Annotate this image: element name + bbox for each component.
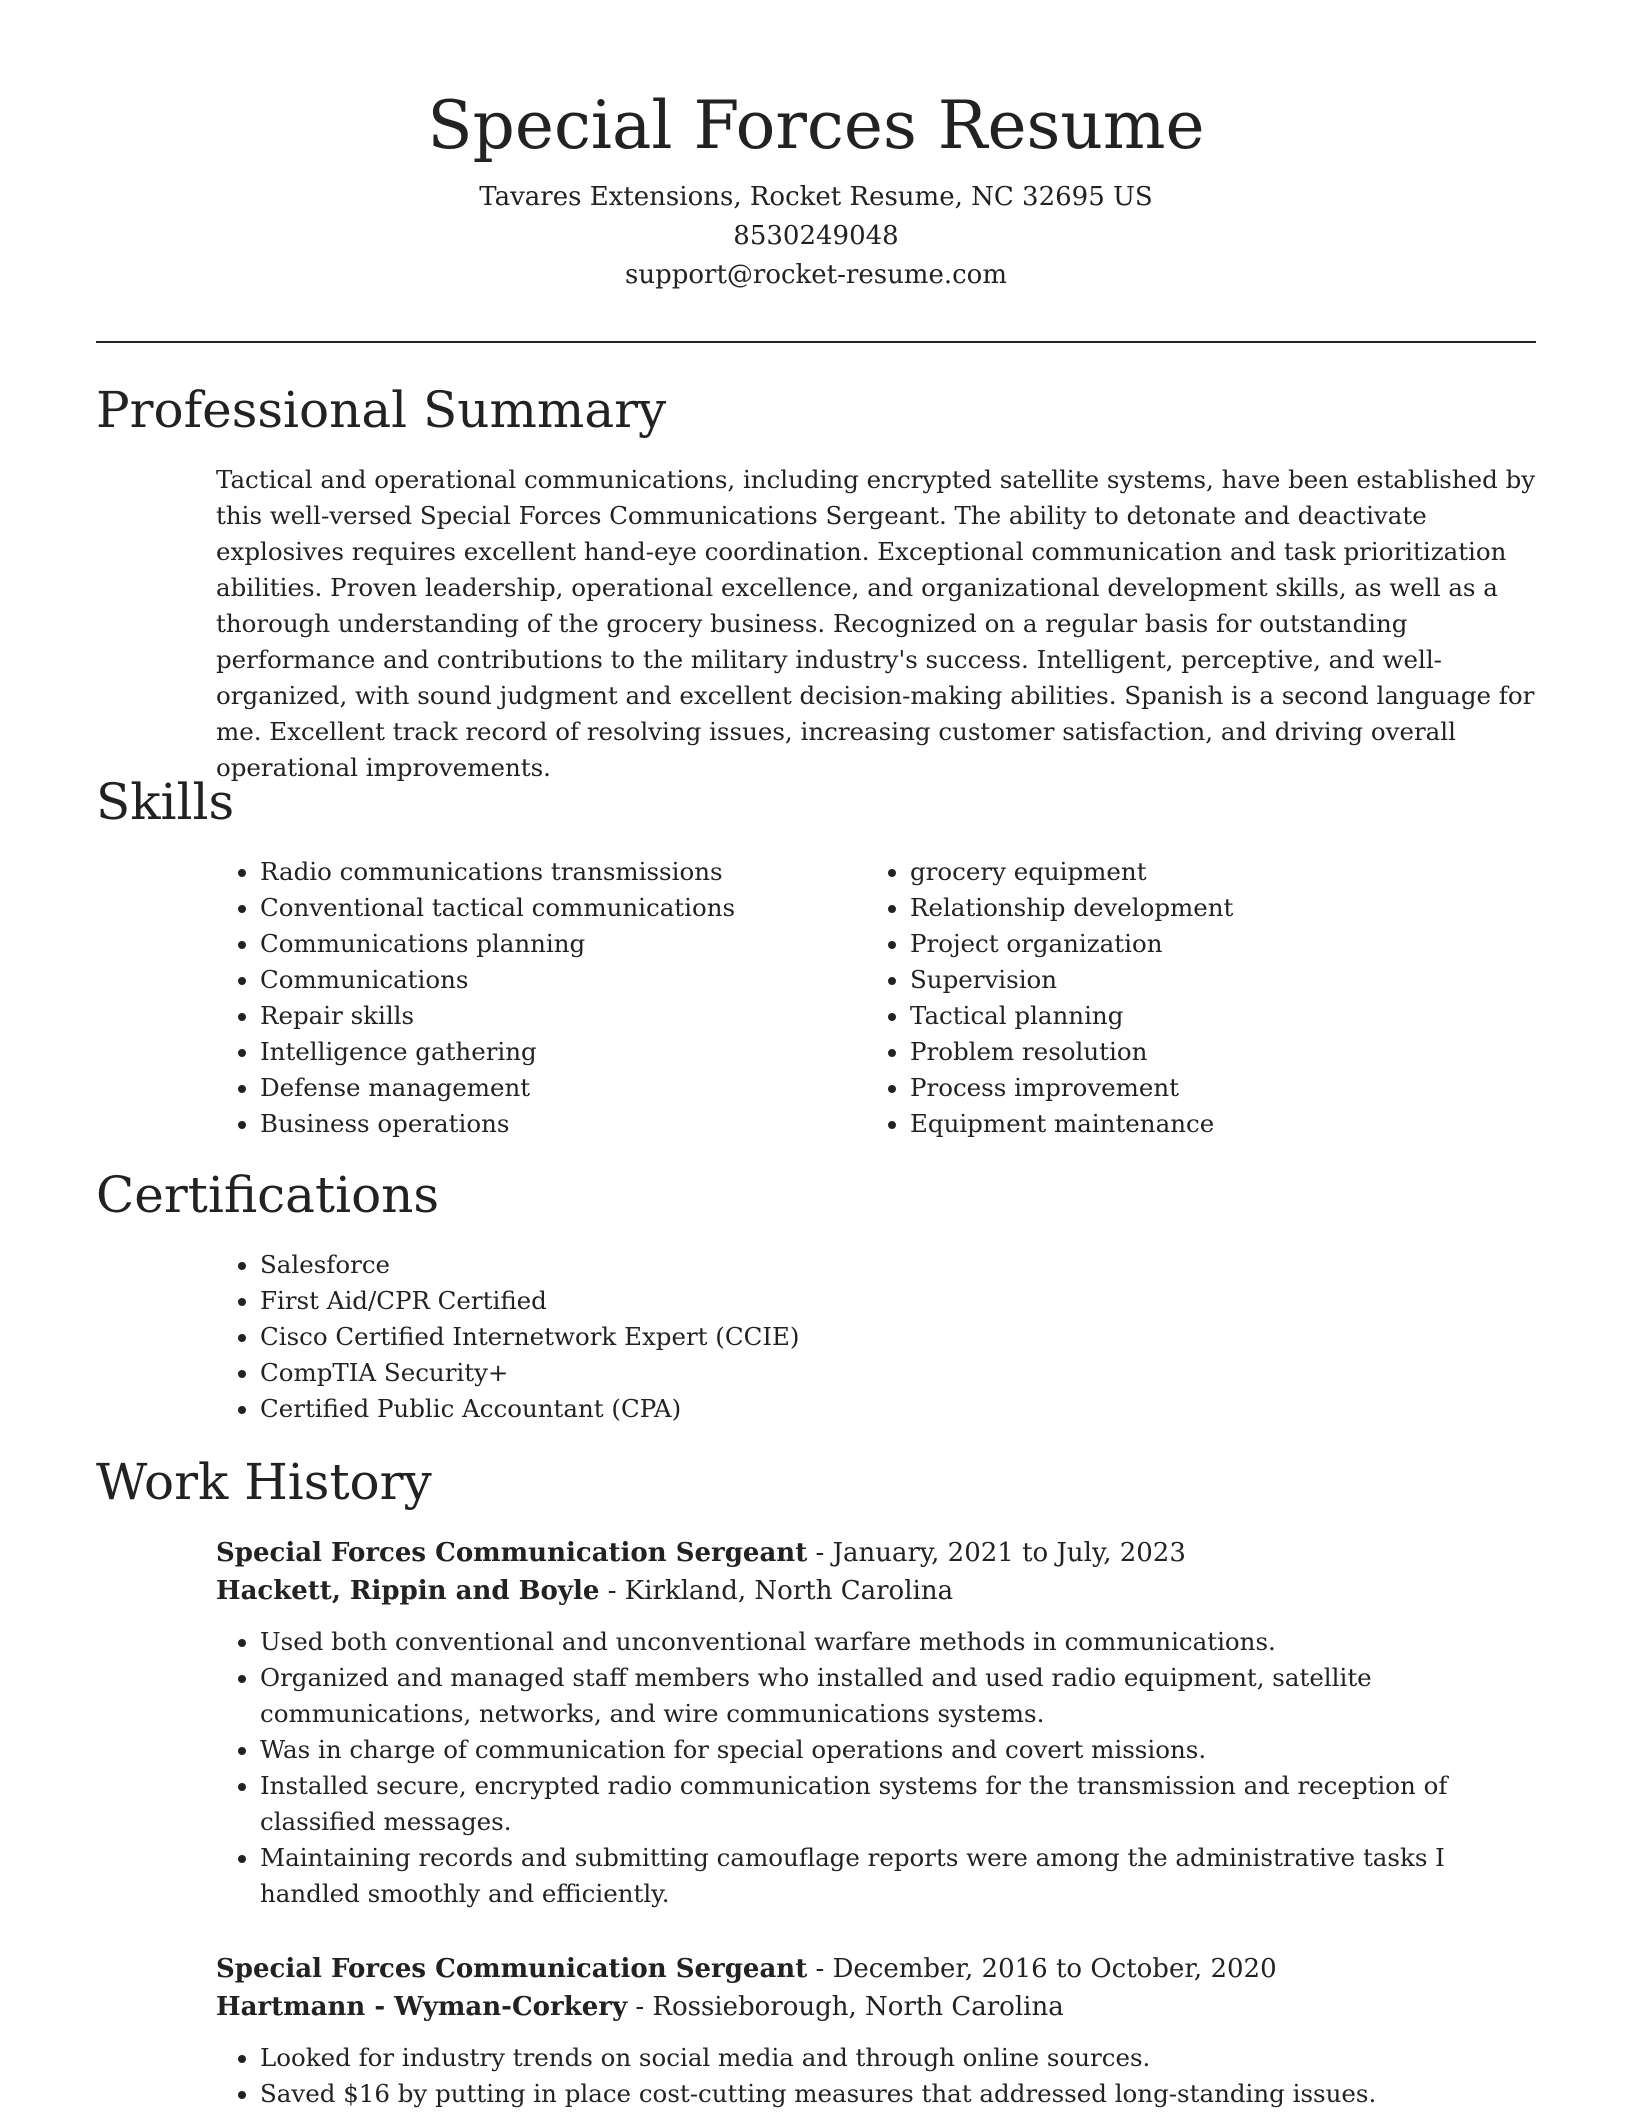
job-bullet: • Maintaining records and submitting camouflage reports were among the administrative tasks I handled smoothly and efficiently. [260,1840,1546,1912]
resume-header [96,84,1536,295]
skill-item: • Defense management [260,1070,856,1106]
job-separator: - [807,1954,833,1984]
skill-item: • Problem resolution [910,1034,1506,1070]
job-entry [216,1534,1546,1912]
skill-item: • Conventional tactical communications [260,890,856,926]
job-entry [216,1950,1546,2112]
job-separator: - [599,1576,625,1606]
certification-item: • Certified Public Accountant (CPA) [260,1391,1216,1427]
job-separator: - [627,1992,653,2022]
skill-item: • Process improvement [910,1070,1506,1106]
section-title-certifications: Certifications [96,1166,440,1224]
summary-text: Tactical and operational communications, including encrypted satellite systems, have been established by this well-versed Special Forces Communications Sergeant. The ability to detonate and deactivate explosives requires excellent hand-eye coordination. Exceptional communication and task prioritization abilities. Proven leadership, operational excellence, and organizational development skills, as well as a thorough understanding of the grocery business. Recognized on a regular basis for outstanding performance and contributions to the military industry's success. Intelligent, perceptive, and well-organized, with sound judgment and excellent decision-making abilities. Spanish is a second language for me. Excellent track record of resolving issues, increasing customer satisfaction, and driving overall operational improvements. [216,465,1536,782]
section-title-work-history: Work History [96,1453,432,1511]
contact-phone: 8530249048 [733,221,899,251]
skill-item: • grocery equipment [910,854,1506,890]
skill-item: • Supervision [910,962,1506,998]
skills-list-left [216,854,856,1142]
skills-list-right [866,854,1506,1142]
job-location: Kirkland, North Carolina [624,1576,954,1606]
contact-email: support@rocket-resume.com [624,260,1007,290]
section-title-summary: Professional Summary [96,381,667,439]
skill-item: • Project organization [910,926,1506,962]
skill-item: • Equipment maintenance [910,1106,1506,1142]
certification-item: • CompTIA Security+ [260,1355,1216,1391]
job-title-line [216,1950,1546,1988]
job-dates: January, 2021 to July, 2023 [832,1538,1186,1568]
skill-item: • Communications [260,962,856,998]
job-bullets [216,2040,1546,2112]
header-divider [96,341,1536,343]
job-bullet: • Saved $16 by putting in place cost-cutting measures that addressed long-standing issues. [260,2076,1546,2112]
job-bullet: • Installed secure, encrypted radio communication systems for the transmission and reception of classified messages. [260,1768,1546,1840]
skill-item: • Intelligence gathering [260,1034,856,1070]
job-location: Rossieborough, North Carolina [652,1992,1064,2022]
skill-item: • Business operations [260,1106,856,1142]
section-title-skills: Skills [96,773,235,831]
skill-item: • Repair skills [260,998,856,1034]
job-bullet: • Organized and managed staff members who installed and used radio equipment, satellite communications, networks, and wire communications systems. [260,1660,1546,1732]
certification-item: • Salesforce [260,1247,1216,1283]
resume-title: Special Forces Resume [427,87,1205,164]
skill-item: • Relationship development [910,890,1506,926]
job-separator: - [807,1538,833,1568]
job-dates: December, 2016 to October, 2020 [832,1954,1277,1984]
certification-item: • First Aid/CPR Certified [260,1283,1216,1319]
job-role: Special Forces Communication Sergeant [216,1538,808,1568]
job-bullet: • Looked for industry trends on social media and through online sources. [260,2040,1546,2076]
contact-address: Tavares Extensions, Rocket Resume, NC 32695 US [479,182,1153,212]
certifications-list [216,1247,1216,1427]
job-company-line [216,1988,1546,2026]
skill-item: • Tactical planning [910,998,1506,1034]
job-bullets [216,1624,1546,1912]
job-company-line [216,1572,1546,1610]
job-bullet: • Used both conventional and unconventional warfare methods in communications. [260,1624,1546,1660]
contact-info [96,178,1536,295]
job-bullet: • Was in charge of communication for special operations and covert missions. [260,1732,1546,1768]
skill-item: • Communications planning [260,926,856,962]
certification-item: • Cisco Certified Internetwork Expert (CCIE) [260,1319,1216,1355]
job-title-line [216,1534,1546,1572]
job-company: Hackett, Rippin and Boyle [216,1576,600,1606]
skill-item: • Radio communications transmissions [260,854,856,890]
job-company: Hartmann - Wyman-Corkery [216,1992,628,2022]
job-role: Special Forces Communication Sergeant [216,1954,808,1984]
